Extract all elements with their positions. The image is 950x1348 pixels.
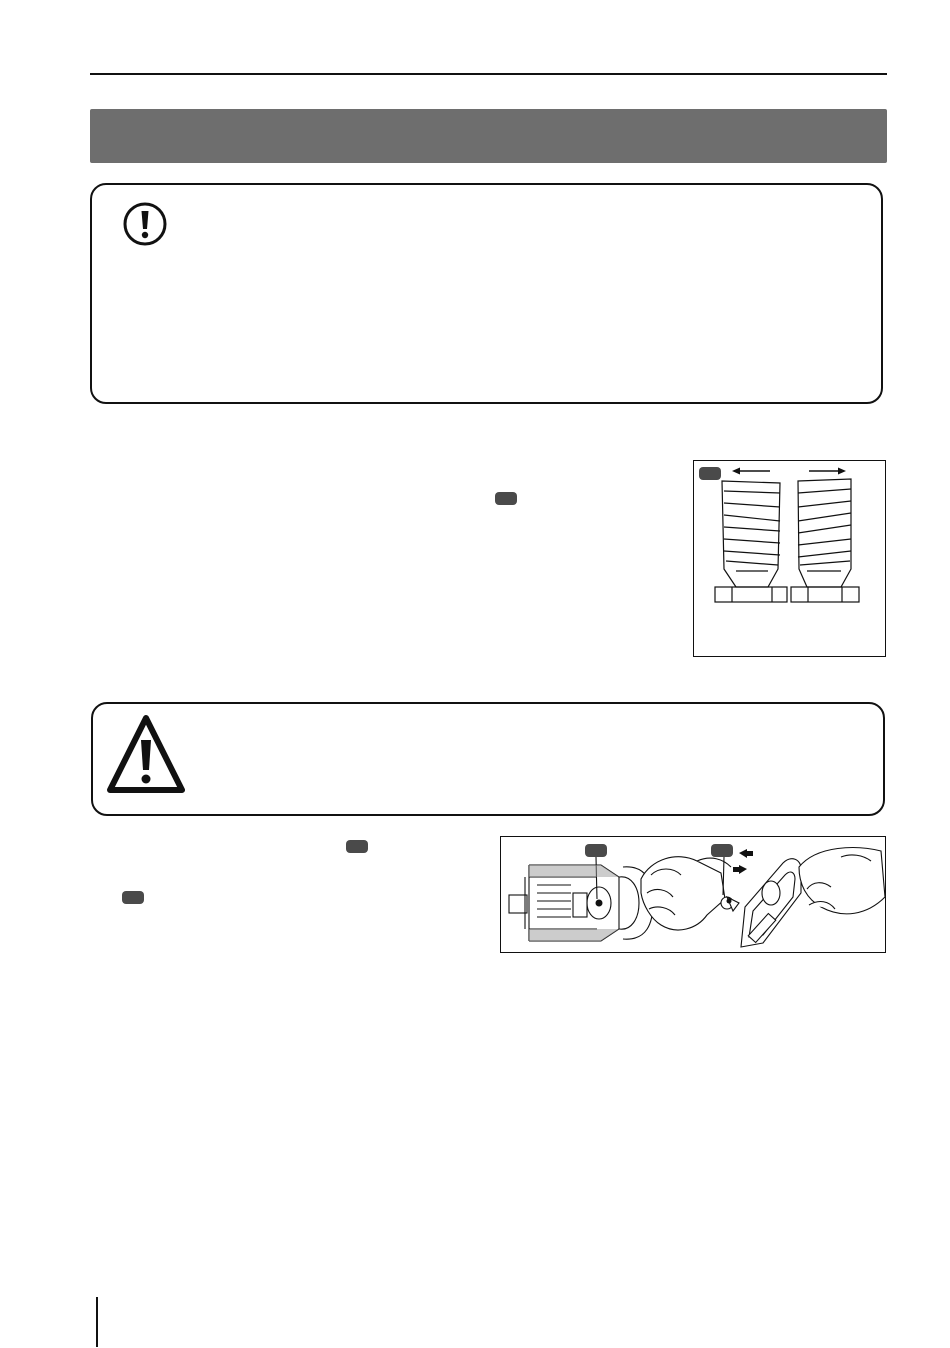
notice-box — [90, 183, 883, 404]
bellows-illustration — [694, 461, 887, 658]
figure-label-marker — [585, 844, 607, 857]
top-rule — [90, 73, 887, 75]
exclamation-circle-icon — [122, 201, 168, 247]
installation-illustration — [501, 837, 887, 954]
installation-figure — [500, 836, 886, 953]
figure-label-marker — [711, 844, 733, 857]
warning-triangle-icon — [107, 714, 185, 794]
warning-box — [91, 702, 885, 816]
figure-reference-marker — [495, 492, 517, 505]
figure-label-marker — [699, 467, 721, 480]
figure-reference-marker — [122, 891, 144, 904]
section-heading-bar — [90, 109, 887, 163]
figure-reference-marker — [346, 840, 368, 853]
page-margin-rule — [96, 1297, 98, 1347]
bellows-figure — [693, 460, 886, 657]
